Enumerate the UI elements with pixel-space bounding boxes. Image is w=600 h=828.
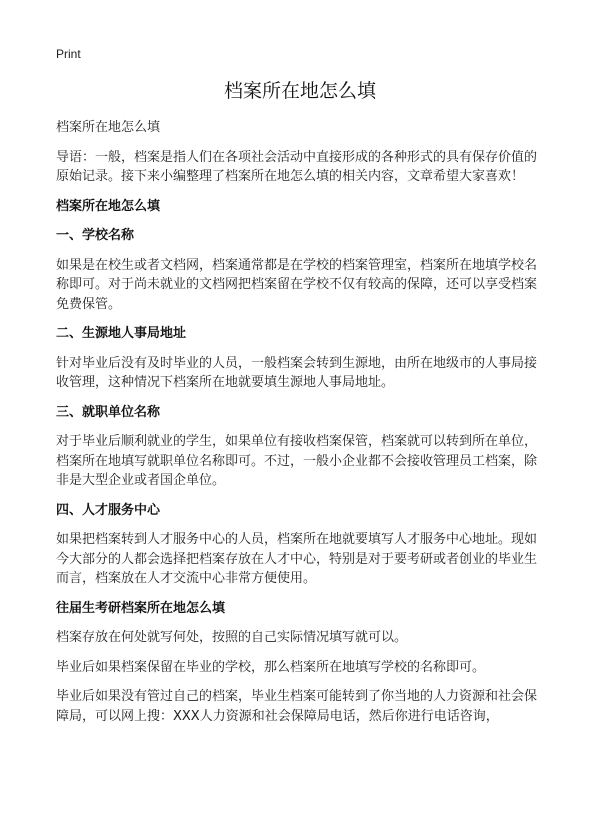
paragraph-employer: 对于毕业后顺利就业的学生，如果单位有接收档案保管，档案就可以转到所在单位，档案所在地填写就职单位名称即可。不过，一般小企业都不会接收管理员工档案，除非是大型企业或者国企单位。 [56,434,538,488]
subsection-heading-talent-center: 四、人才服务中心 [56,502,161,518]
paragraph-school: 如果是在校生或者文档网，档案通常都是在学校的档案管理室，档案所在地填学校名称即可。对于尚未就业的文档网把档案留在学校不仅有较高的保障，还可以享受档案免费保管。 [56,257,538,312]
print-link[interactable]: Print [56,47,81,61]
paragraph-talent-center: 如果把档案转到人才服务中心的人员，档案所在地就要填写人才服务中心地址。现如今大部分的人都会选择把档案存放在人才中心，特别是对于要考研或者创业的毕业生而言，档案放在人才交流中心非常方便使用。 [56,532,538,586]
page-title: 档案所在地怎么填 [223,80,376,102]
subsection-heading-employer: 三、就职单位名称 [56,404,161,420]
section-heading: 档案所在地怎么填 [56,198,161,214]
paragraph-school-kept: 毕业后如果档案保留在毕业的学校，那么档案所在地填写学校的名称即可。 [56,659,486,675]
article-body [56,118,548,736]
subsection-heading-school: 一、学校名称 [56,228,135,243]
paragraph-storage: 档案存放在何处就写何处，按照的自己实际情况填写就可以。 [56,630,408,645]
paragraph-unmanaged: 毕业后如果没有管过自己的档案，毕业生档案可能转到了你当地的人力资源和社会保障局，可以网上搜：XXX人力资源和社会保障局电话，然后你进行电话咨询， [56,689,538,724]
intro-paragraph: 导语：一般，档案是指人们在各项社会活动中直接形成的各种形式的具有保存价值的原始记录。接下来小编整理了档案所在地怎么填的相关内容，文章希望大家喜欢！ [56,149,538,184]
paragraph-origin: 针对毕业后没有及时毕业的人员，一般档案会转到生源地，由所在地级市的人事局接收管理，这种情况下档案所在地就要填生源地人事局地址。 [56,355,538,390]
article-subtitle: 档案所在地怎么填 [56,120,161,135]
section-heading-graduates: 往届生考研档案所在地怎么填 [56,600,226,616]
subsection-heading-origin: 二、生源地人事局地址 [56,326,187,341]
